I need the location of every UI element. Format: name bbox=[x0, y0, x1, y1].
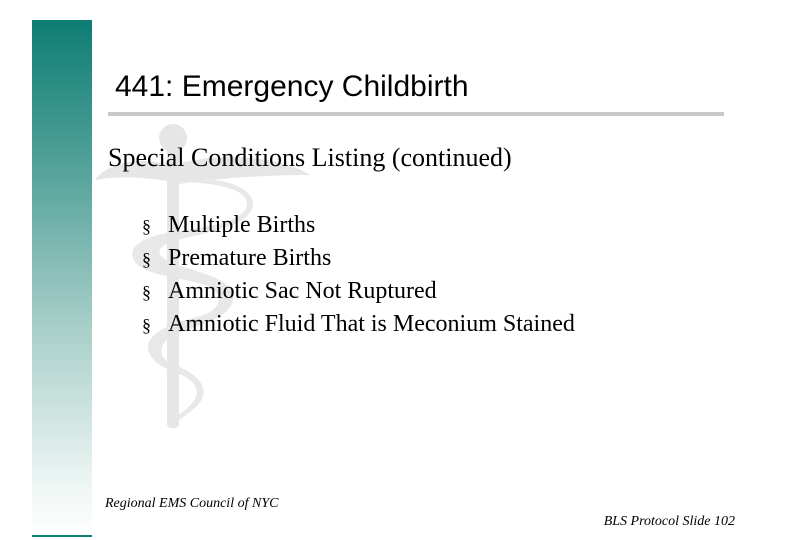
bullet-text: Amniotic Fluid That is Meconium Stained bbox=[168, 311, 575, 337]
bottom-accent-rule bbox=[32, 535, 92, 537]
bullet-text: Premature Births bbox=[168, 245, 332, 271]
bullet-icon: § bbox=[142, 249, 151, 269]
title-underline-rule bbox=[108, 112, 724, 116]
footer-slide-number: BLS Protocol Slide 102 bbox=[603, 514, 735, 529]
bullet-text: Multiple Births bbox=[168, 212, 316, 238]
slide-title: 441: Emergency Childbirth bbox=[115, 70, 469, 103]
bullet-list bbox=[142, 212, 575, 344]
bullet-icon: § bbox=[142, 315, 151, 335]
footer-organization: Regional EMS Council of NYC bbox=[105, 496, 279, 511]
bullet-text: Amniotic Sac Not Ruptured bbox=[168, 278, 437, 304]
bullet-icon: § bbox=[142, 282, 151, 302]
bullet-item bbox=[142, 245, 575, 278]
section-heading: Special Conditions Listing (continued) bbox=[108, 143, 512, 172]
bullet-icon: § bbox=[142, 216, 151, 236]
left-accent-bar bbox=[32, 20, 92, 536]
bullet-item bbox=[142, 311, 575, 344]
bullet-item bbox=[142, 212, 575, 245]
bullet-item bbox=[142, 278, 575, 311]
